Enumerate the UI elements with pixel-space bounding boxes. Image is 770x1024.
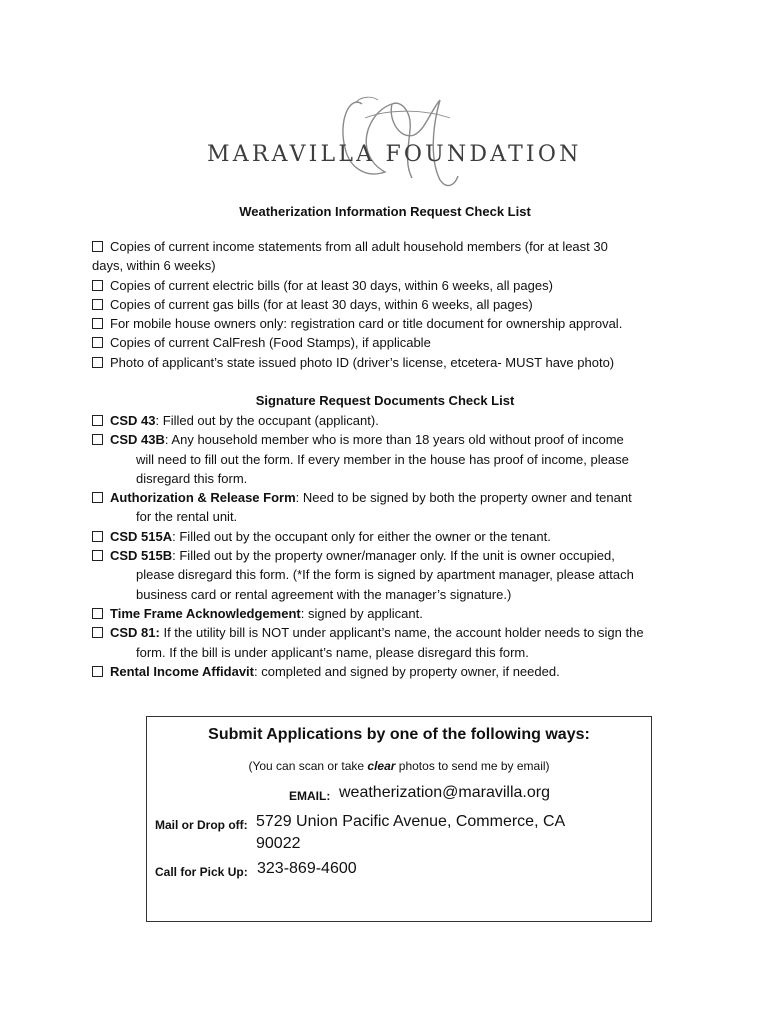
document-description-continuation: will need to fill out the form. If every member in the house has proof of income, please [136,451,629,467]
email-value[interactable]: weatherization@maravilla.org [339,784,550,801]
signature-doc-item [92,662,692,681]
checkbox-icon[interactable] [92,318,103,329]
mail-label: Mail or Drop off: [155,818,248,832]
call-phone[interactable]: 323-869-4600 [257,860,357,877]
document-description-continuation: form. If the bill is under applicant’s name, please disregard this form. [136,644,529,660]
document-description: : completed and signed by property owner, if needed. [253,663,560,679]
submit-title: Submit Applications by one of the following ways: [208,726,590,743]
mail-address-line2: 90022 [256,835,301,852]
checklist-item [92,237,692,276]
document-description: : Need to be signed by both the property owner and tenant [295,490,632,506]
checkbox-icon[interactable] [92,492,103,503]
document-description-continuation: for the rental unit. [136,509,238,525]
info-request-checklist [92,237,692,372]
document-name: Rental Income Affidavit [110,663,254,679]
document-description-continuation: business card or rental agreement with the manager’s signature.) [136,586,512,602]
m-monogram-icon [0,0,770,200]
checklist-item [92,353,692,372]
document-description: If the utility bill is NOT under applicant’s name, the account holder needs to sign the [159,625,644,641]
submit-subtitle [147,759,651,773]
call-label: Call for Pick Up: [155,865,248,879]
document-name: CSD 43B [110,432,165,448]
signature-doc-item [92,430,692,488]
submit-applications-box [146,716,652,922]
checkbox-icon[interactable] [92,434,103,445]
checkbox-icon[interactable] [92,531,103,542]
checklist-item-text: Copies of current CalFresh (Food Stamps), if applicable [110,335,431,351]
checkbox-icon[interactable] [92,627,103,638]
email-label: EMAIL: [289,789,331,803]
checkbox-icon[interactable] [92,241,103,252]
checkbox-icon[interactable] [92,280,103,291]
submit-subtitle-emphasis: clear [367,759,396,773]
document-name: CSD 515A [110,528,173,544]
signature-doc-item [92,623,692,662]
checkbox-icon[interactable] [92,550,103,561]
document-name: CSD 81: [110,625,160,641]
checklist-item-continuation: days, within 6 weeks) [92,258,216,274]
document-name: Time Frame Acknowledgement [110,605,301,621]
document-name: CSD 515B [110,548,173,564]
document-description-continuation: please disregard this form. (*If the form is signed by apartment manager, please attach [136,567,634,583]
document-description: : Filled out by the occupant (applicant). [155,413,379,428]
checklist-item-text: For mobile house owners only: registration card or title document for ownership approval. [110,316,623,332]
checkbox-icon[interactable] [92,608,103,619]
checkbox-icon[interactable] [92,357,103,368]
submit-subtitle-post: photos to send me by email) [395,759,550,773]
org-name: MARAVILLA FOUNDATION [207,142,582,167]
checklist-item-text: Copies of current gas bills (for at least 30 days, within 6 weeks, all pages) [110,296,533,312]
checklist-item [92,276,692,295]
checkbox-icon[interactable] [92,299,103,310]
checkbox-icon[interactable] [92,666,103,677]
submit-subtitle-pre: (You can scan or take [248,759,368,773]
document-description: : Any household member who is more than 18 years old without proof of income [164,432,624,448]
document-description-continuation: disregard this form. [136,470,248,486]
checklist-2-title: Signature Request Documents Check List [255,393,515,408]
signature-doc-item [92,604,692,623]
signature-documents-checklist [92,411,692,681]
maravilla-logo [0,0,770,200]
mail-address-line1: 5729 Union Pacific Avenue, Commerce, CA [256,813,566,830]
signature-doc-item [92,527,692,546]
signature-doc-item [92,546,692,604]
signature-doc-item [92,411,692,430]
document-description: : Filled out by the occupant only for either the owner or the tenant. [172,528,551,544]
checklist-item [92,314,692,333]
document-description: : Filled out by the property owner/manager only. If the unit is owner occupied, [172,548,615,564]
document-name: Authorization & Release Form [110,490,296,506]
checklist-item [92,333,692,352]
checklist-1-title: Weatherization Information Request Check List [239,204,531,219]
checklist-item-text: Copies of current income statements from all adult household members (for at least 30 [110,239,608,254]
checklist-item-text: Photo of applicant’s state issued photo ID (driver’s license, etcetera- MUST have photo) [110,354,615,370]
signature-doc-item [92,488,692,527]
document-description: : signed by applicant. [300,605,423,621]
checklist-item-text: Copies of current electric bills (for at least 30 days, within 6 weeks, all pages) [110,277,553,293]
checkbox-icon[interactable] [92,337,103,348]
document-name: CSD 43 [110,413,156,428]
checkbox-icon[interactable] [92,415,103,426]
checklist-item [92,295,692,314]
